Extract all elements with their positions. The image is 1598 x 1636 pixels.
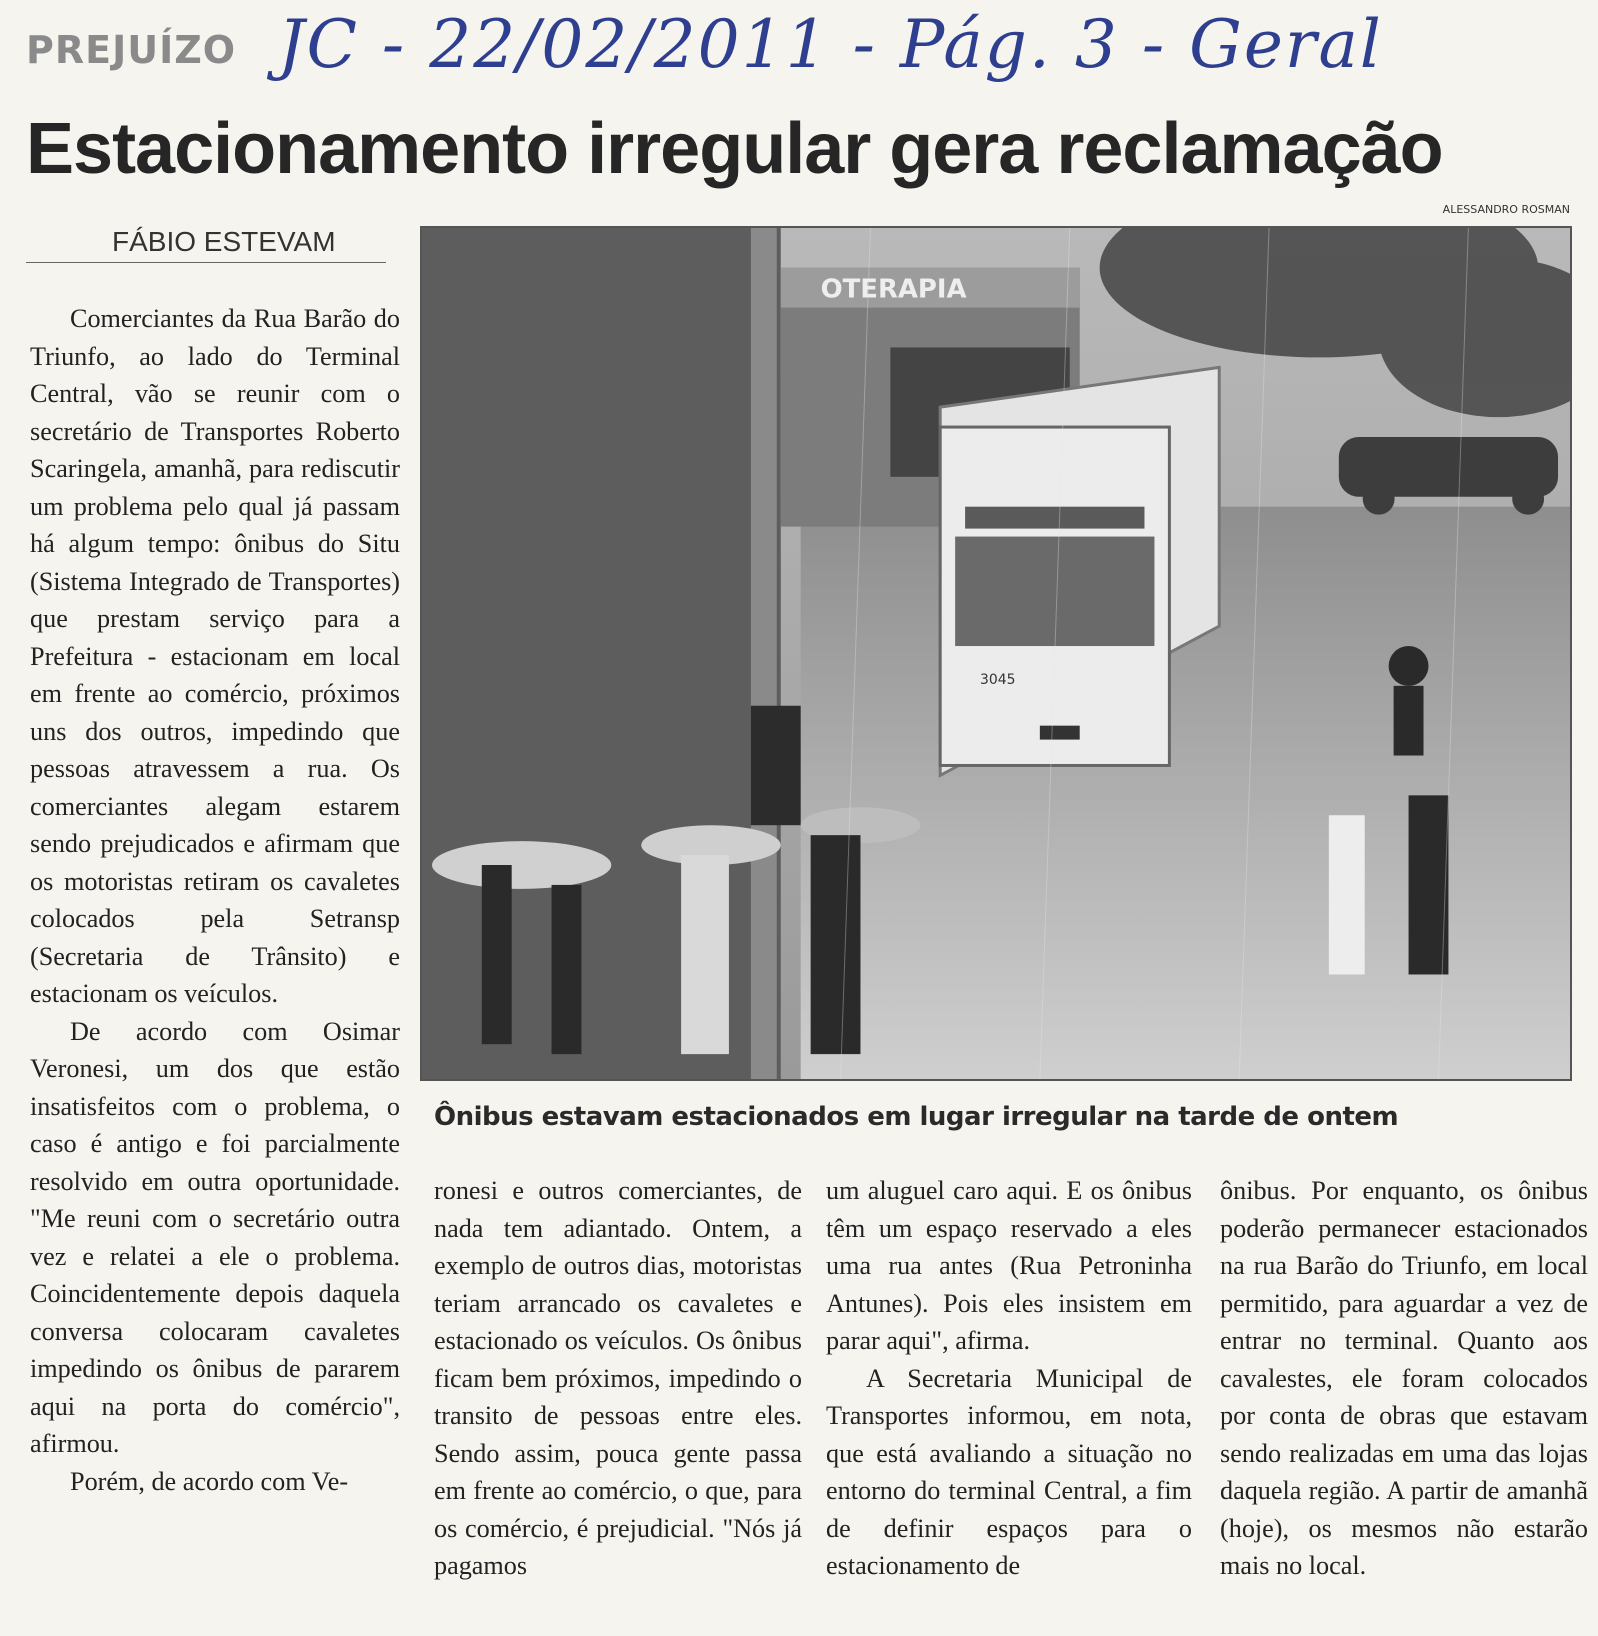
light-pole — [751, 228, 777, 1079]
byline: FÁBIO ESTEVAM — [112, 226, 336, 257]
traffic-light — [751, 706, 801, 825]
photo-caption: Ônibus estavam estacionados em lugar irregular na tarde de ontem — [434, 1102, 1399, 1132]
byline-divider — [26, 262, 386, 263]
bus-number: 3045 — [980, 671, 1016, 688]
paragraph: A Secretaria Municipal de Transportes informou, em nota, que está avaliando a situação no entorno do terminal Central, a fim de definir espaços para o estacionamento de — [826, 1363, 1192, 1580]
paragraph: ônibus. Por enquanto, os ônibus poderão permanecer estacionados na rua Barão do Triunfo, em local permitido, para aguardar a vez de entrar no terminal. Quanto aos cavalestes, ele foram colocados por conta de obras que estavam sendo realizadas em uma das lojas daquela região. A partir de amanhã (hoje), os mesmos não estarão mais no local. — [1220, 1176, 1588, 1580]
paragraph: Porém, de acordo com Ve- — [70, 1466, 349, 1496]
news-photo — [420, 226, 1572, 1081]
paragraph: Comerciantes da Rua Barão do Triunfo, ao lado do Terminal Central, vão se reunir com o secretário de Transportes Roberto Scaringela, amanhã, para rediscutir um problema pelo qual já passam há algum tempo: ônibus do Situ (Sistema Integrado de Transportes) que prestam serviço para a Prefeitura - estacionam em local em frente ao comércio, próximos uns dos outros, impedindo que pessoas atravessem a rua. Os comerciantes alegam estarem sendo prejudicados e afirmam que os motoristas retiram os cavaletes colocados pela Setransp (Secretaria de Trânsito) e estacionam os veículos. — [30, 304, 400, 1008]
handwritten-date-note: JC - 22/02/2011 - Pág. 3 - Geral — [278, 6, 1383, 83]
paragraph: De acordo com Osimar Veronesi, um dos que estão insatisfeitos com o problema, o caso é antigo e foi parcialmente resolvido em outra oportunidade. "Me reuni com o secretário outra vez e relatei a ele o problema. Coincidentemente depois daquela conversa colocaram cavaletes impedindo os ônibus de pararem aqui na porta do comércio", afirmou. — [30, 1016, 400, 1458]
photo-credit: ALESSANDRO ROSMAN — [1442, 203, 1570, 216]
article-column-4 — [1220, 1172, 1588, 1585]
clinic-sign-text: OTERAPIA — [820, 274, 967, 305]
paragraph: um aluguel caro aqui. E os ônibus têm um espaço reservado a eles uma rua antes (Rua Petroninha Antunes). Pois eles insistem em parar aqui", afirma. — [826, 1176, 1192, 1355]
article-column-3 — [826, 1172, 1192, 1585]
street-scene-illustration — [422, 228, 1570, 1079]
headline: Estacionamento irregular gera reclamação — [26, 109, 1443, 189]
paragraph: ronesi e outros comerciantes, de nada tem adiantado. Ontem, a exemplo de outros dias, motoristas teriam arrancado os cavaletes e estacionado os veículos. Os ônibus ficam bem próximos, impedindo o transito de pessoas entre eles. Sendo assim, pouca gente passa em frente ao comércio, o que, para os comércio, é prejudicial. "Nós já pagamos — [434, 1176, 802, 1580]
article-column-2 — [434, 1172, 802, 1585]
section-kicker: PREJUÍZO — [26, 28, 237, 72]
article-column-1 — [30, 300, 400, 1500]
